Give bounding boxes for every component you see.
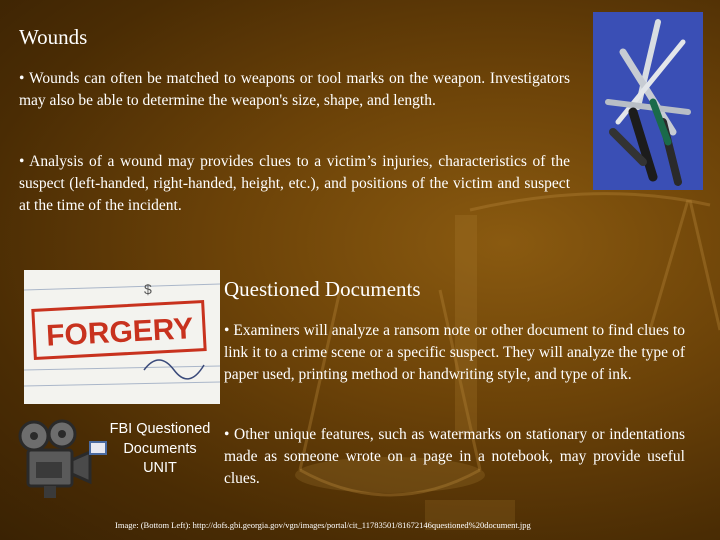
wounds-paragraph-2: • Analysis of a wound may provides clues to a victim’s injuries, characteristics of the suspect (left-handed, right-handed, height, etc.), and positions of the victim and suspect at the time of the incident. (19, 153, 570, 214)
svg-text:$: $ (144, 281, 152, 297)
forgery-stamp-text: FORGERY (45, 312, 195, 353)
questioned-documents-paragraph-2: • Other unique features, such as watermarks on stationary or indentations made as someone wrote on a page in a notebook, may provide useful clues. (224, 426, 685, 487)
questioned-documents-paragraph-1: • Examiners will analyze a ransom note or other document to find clues to link it to a crime scene or a specific suspect. They will analyze the type of paper used, printing method or handwriting style, and type of ink. (224, 322, 685, 383)
forgery-check-photo (24, 270, 220, 404)
image-credit: Image: (Bottom Left): http://dofs.gbi.georgia.gov/vgn/images/portal/cit_11783501/81672146questioned%20document.jpg (115, 520, 531, 530)
fbi-unit-label: FBI Questioned Documents UNIT (109, 421, 211, 476)
knives-photo (593, 12, 703, 190)
questioned-documents-title: Questioned Documents (224, 277, 421, 301)
film-camera-icon (14, 418, 110, 500)
wounds-paragraph-1: • Wounds can often be matched to weapons or tool marks on the weapon. Investigators may also be able to determine the weapon's size, shape, and length. (19, 70, 570, 109)
wounds-title: Wounds (19, 25, 88, 49)
